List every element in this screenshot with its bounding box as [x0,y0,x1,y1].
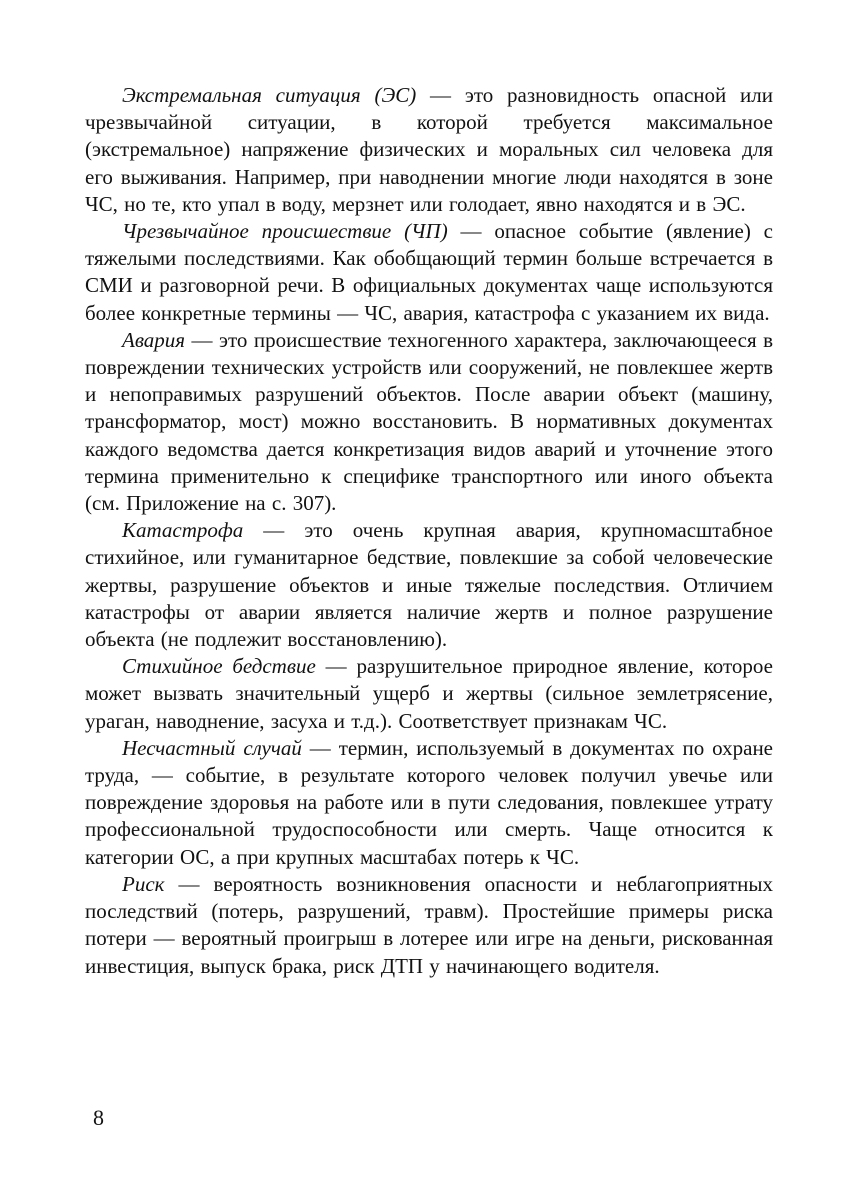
term-label: Несчастный случай [122,735,302,760]
page-number: 8 [93,1105,104,1130]
definition-text: — это разновидность опасной или чрезвычайной ситуации, в которой требуется максимальное (экстремальное) напряжение физических и моральных сил человека для его выживания. Например, при наводнении многие люди находятся в зоне ЧС, но те, кто упал в воду, мерзнет или голодает, явно находятся и в ЭС. [85,83,773,216]
term-label: Катастрофа [122,518,244,543]
definition-paragraph-es [85,82,773,218]
definition-text: — это очень крупная авария, крупномасштабное стихийное, или гуманитарное бедствие, повлекшие за собой человеческие жертвы, разрушение объектов и иные тяжелые последствия. Отличием катастрофы от аварии является наличие жертв и полное разрушение объекта (не подлежит восстановлению). [85,518,773,652]
text-block [85,82,773,980]
definition-text: — вероятность возникновения опасности и неблагоприятных последствий (потерь, разрушений, травм). Простейшие примеры риска потери — вероятный проигрыш в лотерее или игре на деньги, рискованная инвестиция, выпуск брака, риск ДТП у начинающего водителя. [85,871,773,978]
definition-paragraph-chp [85,218,773,327]
term-label: Авария [122,327,186,352]
definition-paragraph-neschastny-sluchay [85,735,773,871]
definition-text: — опасное событие (явление) с тяжелыми последствиями. Как обобщающий термин больше встречается в СМИ и разговорной речи. В официальных документах чаще используются более конкретные термины — ЧС, авария, катастрофа с указанием их вида. [85,219,773,325]
term-label: Риск [122,871,165,896]
definition-text: — это происшествие техногенного характера, заключающееся в повреждении технических устройств или сооружений, не повлекшее жертв и непоправимых разрушений объектов. После аварии объект (машину, трансформатор, мост) можно восстановить. В нормативных документах каждого ведомства дается конкретизация видов аварий и уточнение этого термина применительно к специфике транспортного или иного объекта (см. Приложение на с. 307). [85,327,773,516]
definition-paragraph-stihiynoe-bedstvie [85,653,773,735]
definition-paragraph-avaria [85,327,773,517]
definition-paragraph-katastrofa [85,517,773,653]
definition-text: — термин, используемый в документах по охране труда, — событие, в результате которого человек получил увечье или повреждение здоровья на работе или в пути следования, повлекшее утрату профессиональной трудоспособности или смерть. Чаще относится к категории ОС, а при крупных масштабах потерь к ЧС. [85,735,774,869]
term-label: Экстремальная ситуация (ЭС) [122,83,417,107]
definition-paragraph-risk [85,871,773,980]
term-label: Стихийное бедствие [122,654,316,679]
definition-text: — разрушительное природное явление, которое может вызвать значительный ущерб и жертвы (сильное землетрясение, ураган, наводнение, засуха и т.д.). Соответствует признакам ЧС. [85,654,773,733]
term-label: Чрезвычайное происшествие (ЧП) [122,219,448,244]
